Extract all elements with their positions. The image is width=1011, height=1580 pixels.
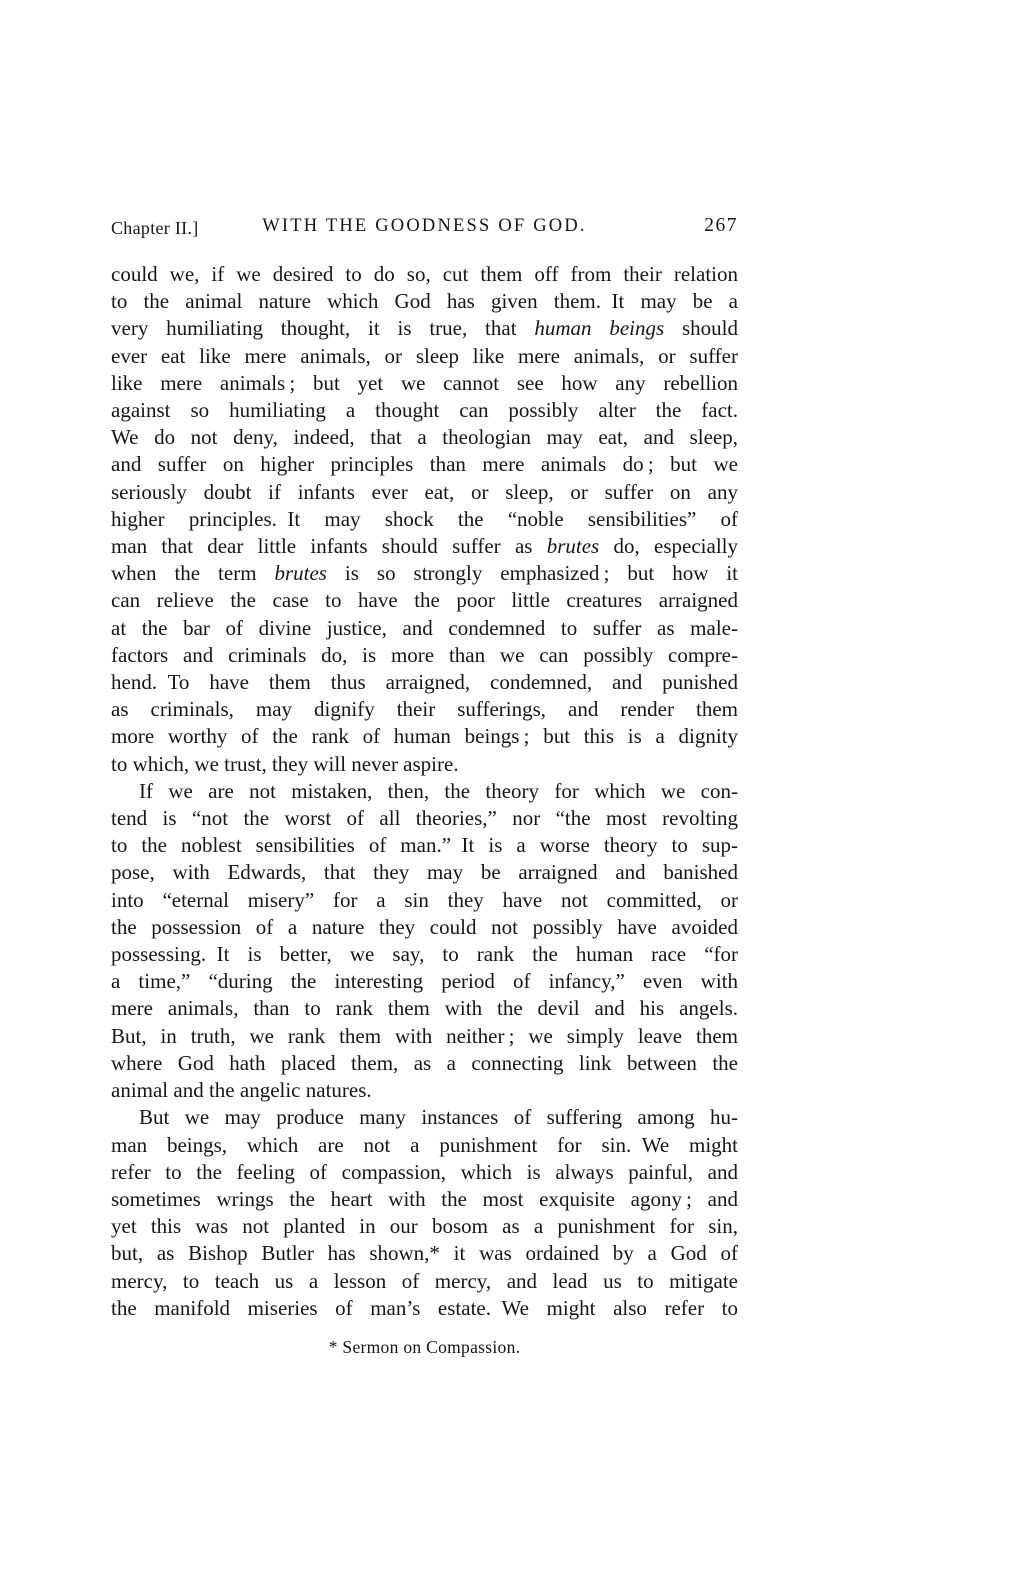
text-run: yet this was not planted in our bosom as a punishment for sin,	[111, 1214, 738, 1239]
text-line	[111, 805, 738, 832]
header-page-number: 267	[704, 215, 738, 236]
text-run: like mere animals ; but yet we cannot see how any rebellion	[111, 370, 738, 395]
text-run: more worthy of the rank of human beings ; but this is a dignity	[111, 724, 738, 749]
text-line	[111, 1213, 738, 1240]
text-run: pose, with Edwards, that they may be arraigned and banished	[111, 860, 738, 885]
text-run: at the bar of divine justice, and condemned to suffer as male-	[111, 615, 738, 640]
text-line	[111, 479, 738, 506]
text-run: as criminals, may dignify their sufferings, and render them	[111, 697, 738, 722]
text-run: the manifold miseries of man’s estate. We might also refer to	[111, 1295, 738, 1320]
text-line	[111, 1186, 738, 1213]
text-run: sometimes wrings the heart with the most exquisite agony ; and	[111, 1186, 738, 1211]
text-run: but, as Bishop Butler has shown,* it was ordained by a God of	[111, 1241, 738, 1266]
text-run: mere animals, than to rank them with the devil and his angels.	[111, 996, 738, 1021]
text-line	[111, 859, 738, 886]
text-line	[111, 832, 738, 859]
text-line	[111, 288, 738, 315]
text-run: animal and the angelic natures.	[111, 1078, 372, 1103]
text-run: seriously doubt if infants ever eat, or sleep, or suffer on any	[111, 479, 738, 504]
text-line	[111, 1240, 738, 1267]
text-line	[111, 533, 738, 560]
text-run: where God hath placed them, as a connecting link between the	[111, 1050, 738, 1075]
text-line	[111, 887, 738, 914]
text-run: ever eat like mere animals, or sleep like mere animals, or suffer	[111, 343, 738, 368]
text-run: do, especially	[599, 534, 738, 559]
text-line	[111, 506, 738, 533]
text-run: refer to the feeling of compassion, which is always painful, and	[111, 1159, 738, 1184]
text-run: hend. To have them thus arraigned, condemned, and punished	[111, 670, 738, 695]
italic-text-run: human beings	[534, 316, 665, 341]
text-line	[111, 1050, 738, 1077]
text-line	[111, 914, 738, 941]
text-run: possessing. It is better, we say, to rank the human race “for	[111, 942, 738, 967]
text-line	[111, 261, 738, 288]
header-chapter-label: Chapter II.]	[111, 218, 199, 238]
text-run: the possession of a nature they could not possibly have avoided	[111, 914, 738, 939]
text-line	[111, 696, 738, 723]
text-run: If we are not mistaken, then, the theory for which we con-	[139, 778, 738, 803]
italic-text-run: brutes	[274, 561, 327, 586]
text-run: But, in truth, we rank them with neither ; we simply leave them	[111, 1023, 738, 1048]
text-run: to which, we trust, they will never aspire.	[111, 751, 459, 776]
text-line	[111, 751, 738, 778]
text-line	[111, 397, 738, 424]
text-line	[111, 1077, 738, 1104]
text-run: man that dear little infants should suffer as	[111, 534, 547, 559]
text-line	[111, 1132, 738, 1159]
text-line	[111, 1023, 738, 1050]
text-line	[111, 424, 738, 451]
text-line	[111, 723, 738, 750]
text-line	[111, 941, 738, 968]
text-run: is so strongly emphasized ; but how it	[326, 561, 738, 586]
text-run: and suffer on higher principles than mere animals do ; but we	[111, 452, 738, 477]
text-run: factors and criminals do, is more than we can possibly compre-	[111, 642, 738, 667]
text-line	[111, 778, 738, 805]
body-text-block	[111, 261, 738, 1322]
text-line	[111, 642, 738, 669]
text-run: can relieve the case to have the poor little creatures arraigned	[111, 588, 738, 613]
text-line	[111, 669, 738, 696]
text-run: a time,” “during the interesting period of infancy,” even with	[111, 969, 738, 994]
text-run: should	[664, 316, 738, 341]
text-line	[111, 615, 738, 642]
text-run: very humiliating thought, it is true, that	[111, 316, 535, 341]
text-run: to the noblest sensibilities of man.” It is a worse theory to sup-	[111, 833, 738, 858]
text-run: We do not deny, indeed, that a theologian may eat, and sleep,	[111, 425, 738, 450]
text-line	[111, 1295, 738, 1322]
text-line	[111, 587, 738, 614]
text-run: man beings, which are not a punishment for sin. We might	[111, 1132, 738, 1157]
text-run: to the animal nature which God has given them. It may be a	[111, 289, 738, 314]
italic-text-run: brutes	[546, 534, 600, 559]
text-run: higher principles. It may shock the “noble sensibilities” of	[111, 506, 738, 531]
text-line	[111, 995, 738, 1022]
text-line	[111, 1268, 738, 1295]
header-running-title: WITH THE GOODNESS OF GOD.	[262, 216, 587, 236]
text-line	[111, 560, 738, 587]
text-run: when the term	[111, 561, 275, 586]
text-run: against so humiliating a thought can possibly alter the fact.	[111, 398, 738, 423]
text-run: could we, if we desired to do so, cut them off from their relation	[111, 262, 738, 286]
text-line	[111, 1159, 738, 1186]
running-header	[111, 214, 738, 242]
text-run: tend is “not the worst of all theories,” nor “the most revolting	[111, 806, 738, 831]
footnote-text: * Sermon on Compassion.	[328, 1337, 521, 1357]
text-line	[111, 968, 738, 995]
text-line	[111, 315, 738, 342]
text-line	[111, 370, 738, 397]
text-line	[111, 343, 738, 370]
text-line	[111, 451, 738, 478]
text-line	[111, 1104, 738, 1131]
text-run: But we may produce many instances of suffering among hu-	[139, 1105, 738, 1130]
text-run: mercy, to teach us a lesson of mercy, and lead us to mitigate	[111, 1268, 738, 1293]
text-run: into “eternal misery” for a sin they have not committed, or	[111, 887, 738, 912]
